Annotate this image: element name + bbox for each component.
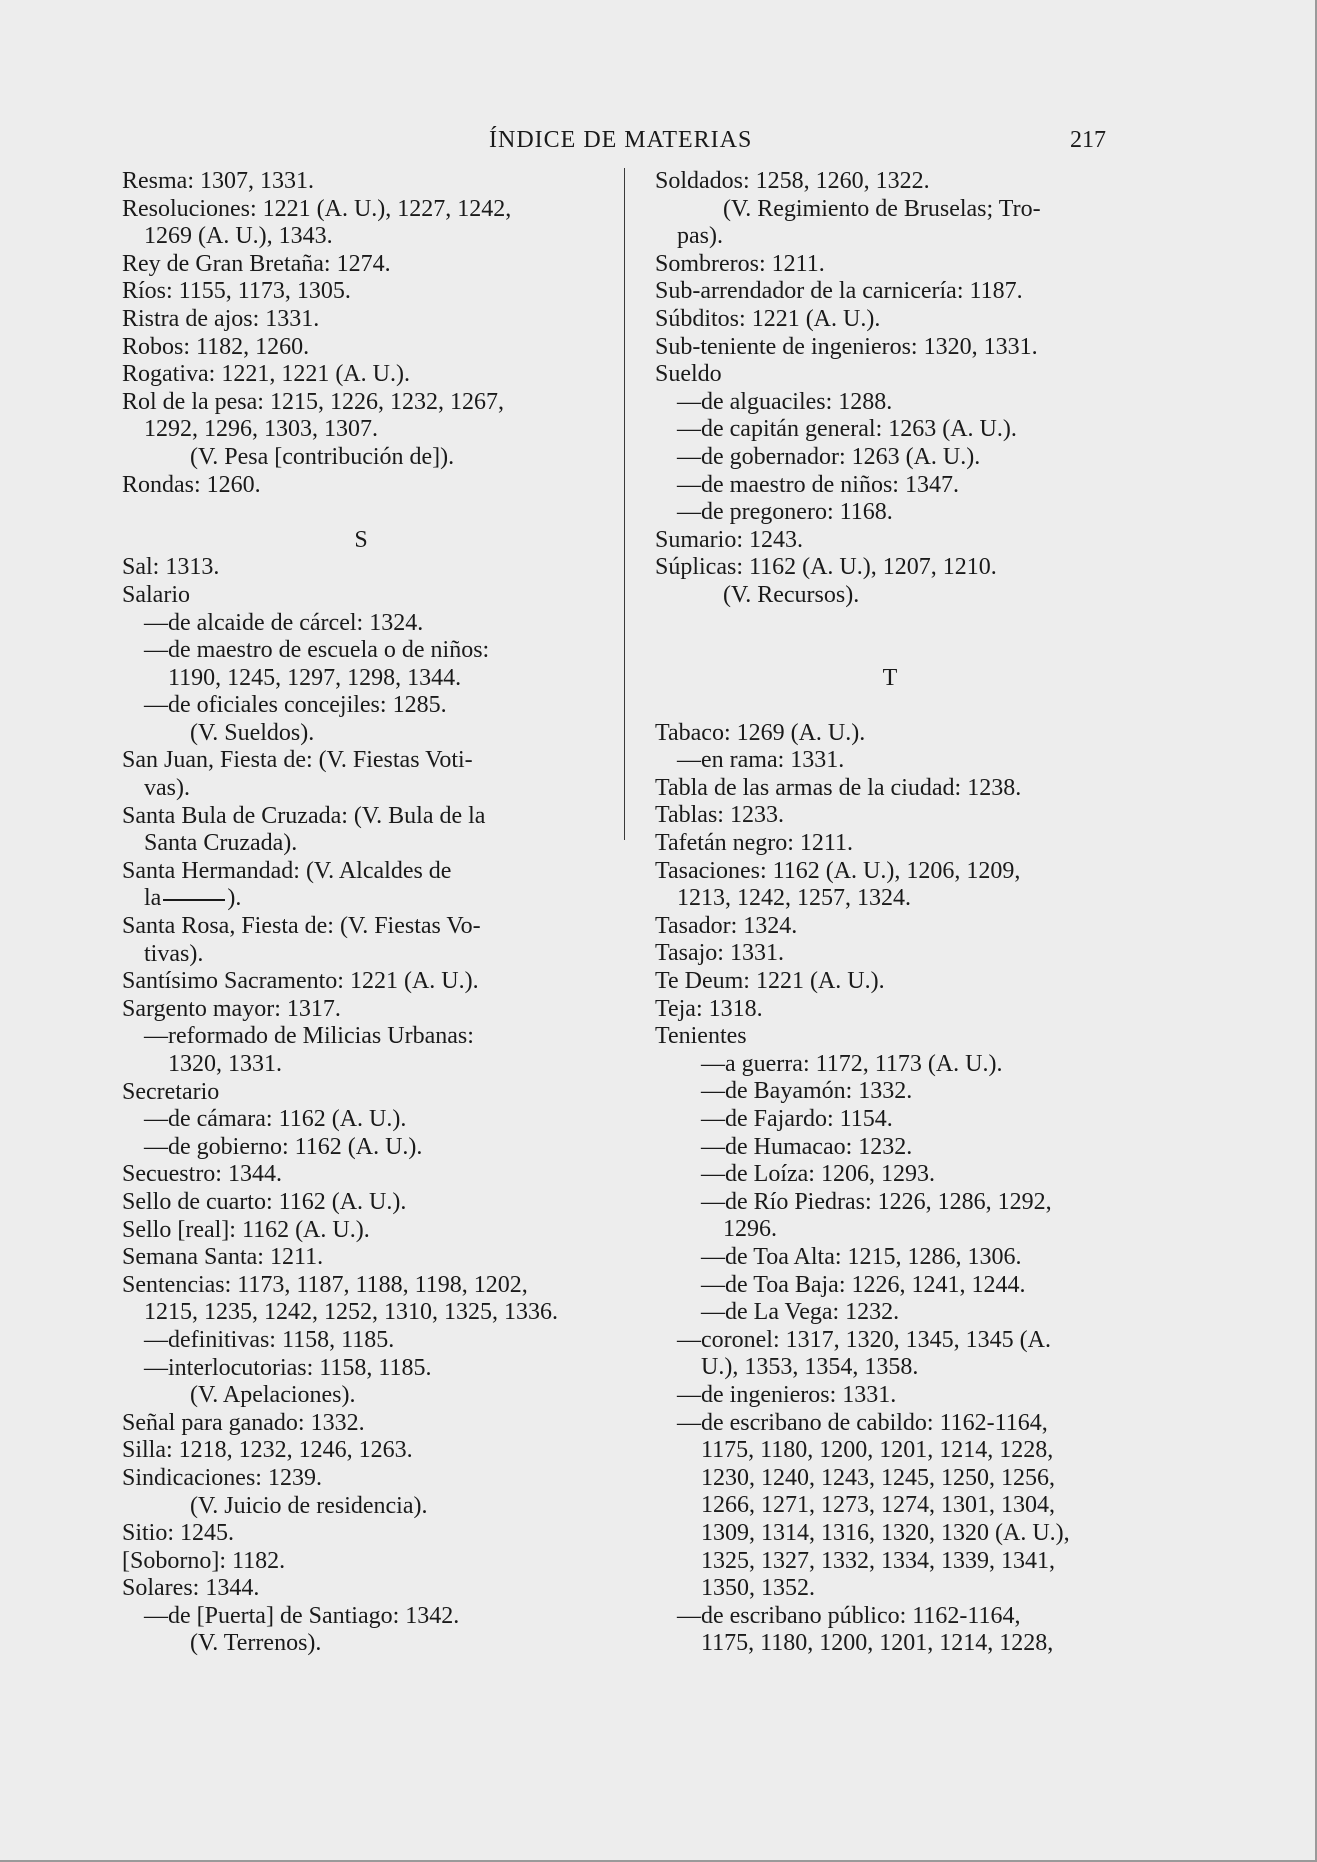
index-entry-text: Santa Hermandad: (V. Alcaldes de: [122, 857, 452, 884]
index-entry: [122, 968, 600, 996]
index-entry-text: Tabla de las armas de la ciudad: 1238.: [655, 774, 1022, 801]
index-entry: [655, 251, 1125, 279]
index-entry: [122, 1327, 600, 1355]
index-entry-text: 1215, 1235, 1242, 1252, 1310, 1325, 1336.: [144, 1299, 558, 1326]
index-entry-text: Sindicaciones: 1239.: [122, 1464, 322, 1491]
index-entry-text: [Soborno]: 1182.: [122, 1547, 286, 1574]
index-entry: [655, 1134, 1125, 1162]
index-entry-text: —de La Vega: 1232.: [701, 1299, 900, 1326]
index-entry-text: —de alcaide de cárcel: 1324.: [144, 609, 424, 636]
index-entry-text: Tasajo: 1331.: [655, 940, 784, 967]
index-entry-text: (V. Juicio de residencia).: [190, 1492, 428, 1519]
index-entry: [122, 582, 600, 610]
index-entry-text: —de cámara: 1162 (A. U.).: [144, 1106, 407, 1133]
index-entry-text: Solares: 1344.: [122, 1575, 260, 1602]
index-entry: [655, 1437, 1125, 1465]
index-entry-text: 1350, 1352.: [701, 1575, 815, 1602]
index-entry-text: Secretario: [122, 1078, 220, 1105]
index-entry-text: Tenientes: [655, 1023, 747, 1050]
index-entry: [655, 775, 1125, 803]
index-entry: [655, 444, 1125, 472]
index-entry: [122, 1023, 600, 1051]
index-entry: [655, 472, 1125, 500]
index-entry-text: —interlocutorias: 1158, 1185.: [144, 1354, 432, 1381]
index-entry: [122, 941, 600, 969]
running-title: ÍNDICE DE MATERIAS: [489, 127, 753, 153]
index-entry-text: —de [Puerta] de Santiago: 1342.: [144, 1602, 460, 1629]
index-entry-text: —de gobierno: 1162 (A. U.).: [144, 1133, 423, 1160]
index-entry-text: 1320, 1331.: [168, 1051, 282, 1077]
index-entry: [122, 858, 600, 886]
index-entry: [655, 720, 1125, 748]
index-entry: [655, 1078, 1125, 1106]
index-entry: [655, 1189, 1125, 1217]
index-entry-text: 1230, 1240, 1243, 1245, 1250, 1256,: [701, 1464, 1055, 1491]
index-entry: [655, 996, 1125, 1024]
index-entry-text: Santa Bula de Cruzada: (V. Bula de la: [122, 802, 486, 829]
index-entry: [122, 1548, 600, 1576]
index-entry-text: (V. Terrenos).: [190, 1630, 322, 1657]
ditto-dash: [163, 899, 225, 901]
index-entry-text: Sentencias: 1173, 1187, 1188, 1198, 1202,: [122, 1271, 528, 1298]
index-entry: [655, 389, 1125, 417]
index-entry: [655, 1216, 1125, 1244]
index-entry: [122, 1437, 600, 1465]
index-entry: [122, 1106, 600, 1134]
index-entry-text: Teja: 1318.: [655, 995, 763, 1022]
index-entry-text: Sumario: 1243.: [655, 526, 803, 553]
index-entry: [655, 1327, 1125, 1355]
index-entry: [122, 885, 600, 913]
index-entry-tail: ).: [227, 885, 242, 912]
index-entry: [655, 223, 1125, 251]
index-entry-text: 1292, 1296, 1303, 1307.: [144, 416, 378, 443]
index-entry: [122, 1493, 600, 1521]
index-entry: [122, 444, 600, 472]
index-entry-text: —de maestro de niños: 1347.: [677, 471, 959, 498]
index-entry: [655, 306, 1125, 334]
index-entry-text: la: [144, 885, 162, 912]
index-entry-text: 1309, 1314, 1316, 1320, 1320 (A. U.),: [701, 1519, 1070, 1546]
index-entry-text: Santísimo Sacramento: 1221 (A. U.).: [122, 968, 479, 995]
index-entry: [655, 1492, 1125, 1520]
index-entry-text: pas).: [677, 223, 723, 250]
index-entry-text: Tafetán negro: 1211.: [655, 830, 854, 857]
index-entry-text: 1175, 1180, 1200, 1201, 1214, 1228,: [701, 1630, 1054, 1657]
index-entry: [655, 582, 1125, 610]
index-entry: [122, 1272, 600, 1300]
index-entry: [655, 1382, 1125, 1410]
index-entry-text: —de oficiales concejiles: 1285.: [144, 692, 447, 719]
index-entry-text: Tasaciones: 1162 (A. U.), 1206, 1209,: [655, 857, 1021, 884]
index-entry-text: Silla: 1218, 1232, 1246, 1263.: [122, 1437, 413, 1464]
index-entry-text: Tasador: 1324.: [655, 912, 798, 939]
index-entry: [122, 1217, 600, 1245]
index-entry: [655, 1603, 1125, 1631]
index-entry: [655, 1299, 1125, 1327]
index-entry: [122, 1079, 600, 1107]
index-entry: [122, 1355, 600, 1383]
index-entry-text: (V. Regimiento de Bruselas; Tro-: [723, 195, 1041, 222]
index-entry-text: —a guerra: 1172, 1173 (A. U.).: [701, 1050, 1003, 1077]
section-letter: [655, 665, 1125, 693]
index-entry-text: Sitio: 1245.: [122, 1520, 235, 1547]
index-entry: [122, 775, 600, 803]
index-entry-text: Santa Cruzada).: [144, 830, 298, 857]
index-entry-text: (V. Apelaciones).: [190, 1382, 356, 1409]
index-column-right: [655, 168, 1125, 1658]
index-entry: [655, 858, 1125, 886]
index-entry-text: tivas).: [144, 940, 204, 967]
index-entry-text: Rogativa: 1221, 1221 (A. U.).: [122, 361, 410, 388]
index-entry-text: Te Deum: 1221 (A. U.).: [655, 968, 885, 995]
index-entry: [655, 1465, 1125, 1493]
index-entry-text: —de Río Piedras: 1226, 1286, 1292,: [701, 1188, 1052, 1215]
index-entry: [655, 1630, 1125, 1658]
index-entry-text: —de Loíza: 1206, 1293.: [701, 1161, 935, 1188]
index-entry: [122, 913, 600, 941]
index-entry: [655, 416, 1125, 444]
index-entry-text: 1296.: [723, 1216, 777, 1243]
index-entry: [655, 1548, 1125, 1576]
index-entry-text: 1269 (A. U.), 1343.: [144, 223, 333, 250]
index-entry: [655, 747, 1125, 775]
index-entry: [122, 1520, 600, 1548]
index-entry-text: —de Bayamón: 1332.: [701, 1078, 913, 1105]
index-entry: [122, 665, 600, 693]
index-entry: [122, 1630, 600, 1658]
index-entry: [655, 168, 1125, 196]
index-entry: [122, 1575, 600, 1603]
index-entry-text: (V. Pesa [contribución de]).: [190, 443, 455, 470]
index-entry: [122, 554, 600, 582]
index-entry: [122, 637, 600, 665]
index-entry: [122, 1410, 600, 1438]
index-entry: [122, 720, 600, 748]
index-entry-text: Sueldo: [655, 361, 722, 388]
index-entry: [122, 803, 600, 831]
index-entry-text: Rey de Gran Bretaña: 1274.: [122, 250, 391, 277]
index-entry-text: —de ingenieros: 1331.: [677, 1381, 897, 1408]
index-entry-text: Rol de la pesa: 1215, 1226, 1232, 1267,: [122, 388, 504, 415]
index-entry-text: Sombreros: 1211.: [655, 250, 825, 277]
page-number: 217: [1070, 127, 1106, 153]
index-entry-text: Súplicas: 1162 (A. U.), 1207, 1210.: [655, 554, 997, 581]
index-entry: [655, 278, 1125, 306]
index-entry-text: Ristra de ajos: 1331.: [122, 305, 320, 332]
index-entry-text: Tabaco: 1269 (A. U.).: [655, 719, 866, 746]
index-entry: [655, 334, 1125, 362]
index-entry: [655, 940, 1125, 968]
index-entry: [655, 1272, 1125, 1300]
index-entry-text: —de escribano de cabildo: 1162-1164,: [677, 1409, 1048, 1436]
index-entry: [655, 968, 1125, 996]
index-entry: [122, 334, 600, 362]
index-entry-text: —de capitán general: 1263 (A. U.).: [677, 416, 1017, 443]
index-entry-text: U.), 1353, 1354, 1358.: [701, 1354, 919, 1381]
column-divider: [624, 168, 625, 840]
index-entry-text: Soldados: 1258, 1260, 1322.: [655, 168, 930, 194]
index-entry-text: Robos: 1182, 1260.: [122, 333, 310, 360]
index-entry: [655, 802, 1125, 830]
index-entry-text: 1175, 1180, 1200, 1201, 1214, 1228,: [701, 1437, 1054, 1464]
spacer: [122, 499, 600, 527]
index-entry-text: —de gobernador: 1263 (A. U.).: [677, 443, 981, 470]
index-entry-text: 1266, 1271, 1273, 1274, 1301, 1304,: [701, 1492, 1055, 1519]
index-entry-text: (V. Sueldos).: [190, 719, 315, 746]
index-entry: [655, 1106, 1125, 1134]
index-entry: [655, 1161, 1125, 1189]
index-entry: [655, 1244, 1125, 1272]
index-entry-text: —de Fajardo: 1154.: [701, 1106, 893, 1132]
index-entry: [655, 1023, 1125, 1051]
index-entry: [655, 1051, 1125, 1079]
index-entry: [122, 1051, 600, 1079]
index-entry: [122, 1134, 600, 1162]
index-entry: [655, 527, 1125, 555]
index-entry-text: —en rama: 1331.: [677, 747, 845, 774]
index-entry: [655, 1520, 1125, 1548]
index-entry: [122, 278, 600, 306]
index-entry-text: —de Toa Baja: 1226, 1241, 1244.: [701, 1271, 1026, 1298]
index-entry: [655, 885, 1125, 913]
index-column-left: [122, 168, 600, 1658]
index-entry: [655, 1410, 1125, 1438]
index-entry-text: (V. Recursos).: [723, 581, 860, 608]
index-entry: [655, 499, 1125, 527]
index-entry: [122, 168, 600, 196]
index-entry: [122, 1382, 600, 1410]
index-entry: [122, 996, 600, 1024]
index-entry-text: Secuestro: 1344.: [122, 1161, 282, 1188]
index-entry-text: 1213, 1242, 1257, 1324.: [677, 885, 911, 912]
index-entry: [655, 554, 1125, 582]
index-entry: [122, 196, 600, 224]
index-entry-text: Ríos: 1155, 1173, 1305.: [122, 278, 351, 305]
index-entry-text: T: [882, 664, 898, 691]
index-entry: [122, 1465, 600, 1493]
index-entry-text: Resoluciones: 1221 (A. U.), 1227, 1242,: [122, 195, 512, 222]
index-entry: [122, 747, 600, 775]
index-entry-text: —reformado de Milicias Urbanas:: [144, 1023, 474, 1050]
index-entry-text: Súbditos: 1221 (A. U.).: [655, 305, 881, 332]
index-entry: [122, 416, 600, 444]
index-entry-text: Sub-arrendador de la carnicería: 1187.: [655, 278, 1023, 305]
index-entry-text: —de alguaciles: 1288.: [677, 388, 893, 415]
index-entry: [655, 361, 1125, 389]
index-entry: [122, 223, 600, 251]
index-entry: [655, 830, 1125, 858]
index-entry: [122, 1161, 600, 1189]
index-entry-text: Tablas: 1233.: [655, 802, 784, 829]
index-entry: [122, 251, 600, 279]
section-letter: [122, 527, 600, 555]
spacer: [655, 692, 1125, 720]
page-header: [0, 120, 1317, 160]
index-entry: [122, 1189, 600, 1217]
index-entry-text: S: [354, 526, 368, 553]
index-entry-text: —de Humacao: 1232.: [701, 1133, 913, 1160]
index-entry-text: —definitivas: 1158, 1185.: [144, 1326, 395, 1353]
index-entry: [122, 830, 600, 858]
index-entry: [122, 1244, 600, 1272]
index-entry-text: —de Toa Alta: 1215, 1286, 1306.: [701, 1243, 1022, 1270]
index-entry: [655, 1354, 1125, 1382]
index-entry-text: —de escribano público: 1162-1164,: [677, 1602, 1021, 1629]
index-entry-text: Sello [real]: 1162 (A. U.).: [122, 1216, 370, 1243]
spacer: [655, 610, 1125, 665]
index-entry-text: Rondas: 1260.: [122, 471, 261, 498]
index-entry-text: Sargento mayor: 1317.: [122, 995, 341, 1022]
index-entry-text: Señal para ganado: 1332.: [122, 1409, 365, 1436]
index-entry-text: Santa Rosa, Fiesta de: (V. Fiestas Vo-: [122, 913, 481, 940]
index-entry: [122, 1603, 600, 1631]
index-entry-text: vas).: [144, 775, 190, 802]
index-entry-text: —de pregonero: 1168.: [677, 499, 893, 526]
index-entry: [122, 472, 600, 500]
index-entry-text: —coronel: 1317, 1320, 1345, 1345 (A.: [677, 1326, 1051, 1353]
index-entry-text: San Juan, Fiesta de: (V. Fiestas Voti-: [122, 747, 473, 774]
index-entry-text: Resma: 1307, 1331.: [122, 168, 314, 194]
index-entry: [122, 692, 600, 720]
index-entry: [122, 306, 600, 334]
index-entry-text: Semana Santa: 1211.: [122, 1244, 324, 1271]
index-entry: [655, 1575, 1125, 1603]
index-entry: [655, 196, 1125, 224]
index-entry-text: 1190, 1245, 1297, 1298, 1344.: [168, 664, 462, 691]
index-entry-text: Sal: 1313.: [122, 554, 220, 581]
index-entry-text: Sello de cuarto: 1162 (A. U.).: [122, 1188, 407, 1215]
index-entry-text: Sub-teniente de ingenieros: 1320, 1331.: [655, 333, 1038, 360]
index-entry: [122, 361, 600, 389]
index-entry: [122, 610, 600, 638]
index-entry-text: 1325, 1327, 1332, 1334, 1339, 1341,: [701, 1547, 1055, 1574]
index-entry-text: —de maestro de escuela o de niños:: [144, 637, 490, 664]
index-entry: [122, 389, 600, 417]
index-entry: [655, 913, 1125, 941]
index-entry: [122, 1299, 600, 1327]
index-entry-text: Salario: [122, 581, 190, 608]
